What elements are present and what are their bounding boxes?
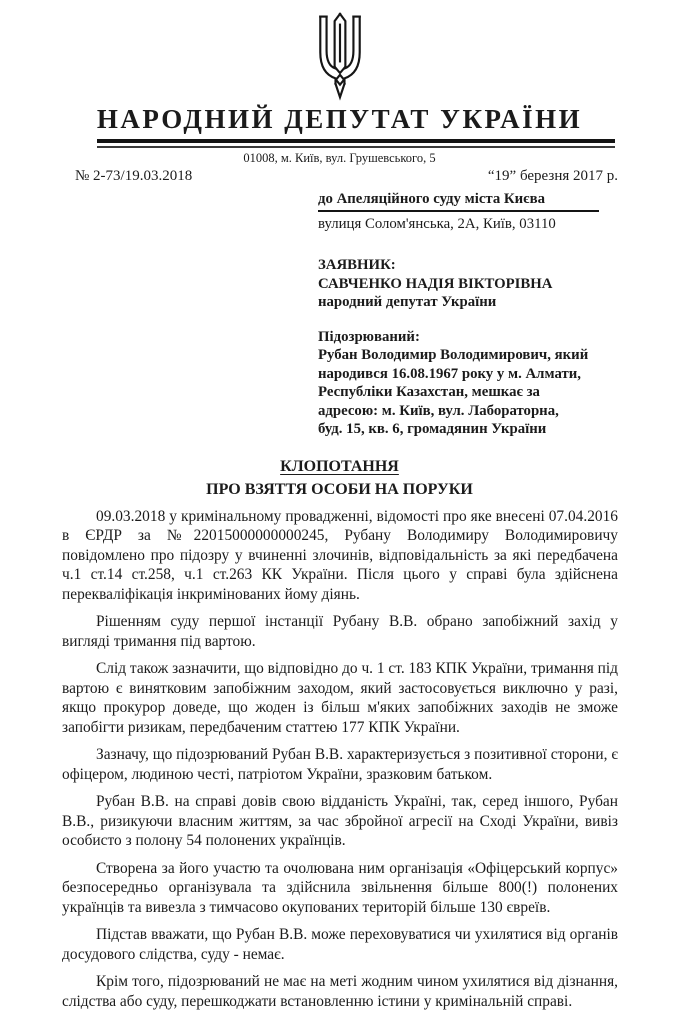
org-address: 01008, м. Київ, вул. Грушевського, 5: [0, 151, 679, 165]
body-paragraph: Підстав вважати, що Рубан В.В. може переховуватися чи ухилятися від органів досудового слідства, суду - немає.: [62, 925, 618, 964]
body-paragraph: Рубан В.В. на справі довів свою відданість Україні, так, серед іншого, Рубан В.В., ризикуючи власним життям, за час збройної агресії на Сході України, вивіз особисто з полону 54 полонених українців.: [62, 792, 618, 851]
doc-title-sub: ПРО ВЗЯТТЯ ОСОБИ НА ПОРУКИ: [0, 481, 679, 498]
applicant-label: ЗАЯВНИК:: [318, 256, 599, 275]
suspect-label: Підозрюваний:: [318, 328, 599, 347]
number-date-row: [0, 165, 679, 185]
court-address: вулиця Солом'янська, 2А, Київ, 03110: [318, 215, 599, 234]
doc-number: № 2-73/19.03.2018: [75, 167, 192, 185]
body-paragraph: Зазначу, що підозрюваний Рубан В.В. характеризується з позитивної сторони, є офіцером, людиною честі, патріотом України, зразковим батьком.: [62, 745, 618, 784]
doc-title-main: КЛОПОТАННЯ: [0, 458, 679, 475]
court-name: до Апеляційного суду міста Києва: [318, 190, 599, 212]
suspect-line: Рубан Володимир Володимирович, який: [318, 346, 599, 365]
doc-body: [62, 507, 618, 1011]
body-paragraph: 09.03.2018 у кримінальному провадженні, відомості про яке внесені 07.04.2016 в ЄРДР за №22015000000000245, Рубану Володимиру Володимировичу повідомлено про підозру у вчиненні злочинів, відповідальність за які передбачена ч.1 ст.14 ст.258, ч.1 ст.263 КК України. Після цього у справі була здійснена перекваліфікація інкримінованих йому діянь.: [62, 507, 618, 605]
suspect-line: буд. 15, кв. 6, громадянин України: [318, 420, 599, 439]
body-paragraph: Слід також зазначити, що відповідно до ч. 1 ст. 183 КПК України, тримання під вартою є винятковим запобіжним заходом, який застосовується виключно у разі, якщо прокурор доведе, що жоден із більш м'яких запобіжних заходів не зможе запобігти ризикам, передбаченим статтею 177 КПК України.: [62, 659, 618, 737]
suspect-line: адресою: м. Київ, вул. Лабораторна,: [318, 402, 599, 421]
tryzub-icon: [0, 13, 679, 101]
body-paragraph: Рішенням суду першої інстанції Рубану В.В. обрано запобіжний захід у вигляді тримання під вартою.: [62, 612, 618, 651]
letterhead-rule: [97, 139, 615, 148]
suspect-block: [318, 328, 599, 439]
suspect-line: Республіки Казахстан, мешкає за: [318, 383, 599, 402]
addressee-block: [318, 190, 599, 439]
suspect-line: народився 16.08.1967 року у м. Алмати,: [318, 365, 599, 384]
applicant-name: САВЧЕНКО НАДІЯ ВІКТОРІВНА: [318, 275, 599, 294]
body-paragraph: Крім того, підозрюваний не має на меті жодним чином ухилятися від дізнання, слідства або суду, перешкоджати встановленню істини у кримінальній справі.: [62, 972, 618, 1011]
org-title: НАРОДНИЙ ДЕПУТАТ УКРАЇНИ: [0, 104, 679, 134]
letterhead: [0, 13, 679, 185]
doc-title: [0, 458, 679, 498]
applicant-role: народний депутат України: [318, 293, 599, 312]
doc-date: “19” березня 2017 р.: [488, 167, 618, 185]
applicant-block: [318, 256, 599, 312]
body-paragraph: Створена за його участю та очолювана ним організація «Офіцерський корпус» безпосередньо організувала та здійснила звільнення більше 800(!) полонених українців та вивезла з тимчасово окупованих територій більше 130 євреїв.: [62, 859, 618, 918]
